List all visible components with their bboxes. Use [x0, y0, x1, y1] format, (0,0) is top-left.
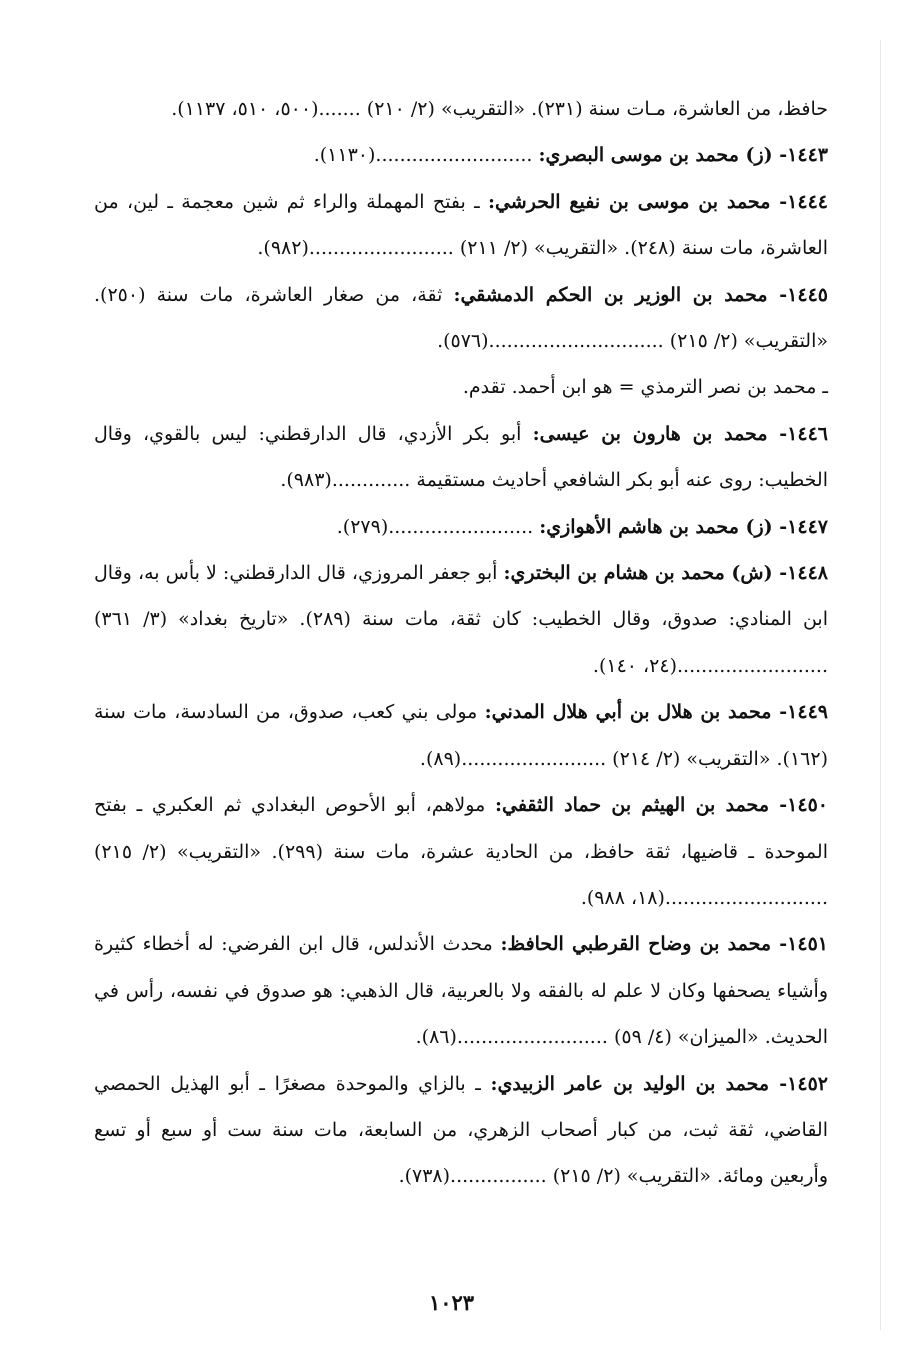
entry-name: محمد بن موسى بن نفيع الحرشي: — [487, 190, 771, 213]
entry-1450 — [94, 782, 828, 921]
entry-continuation — [94, 86, 828, 132]
entry-name: محمد بن الهيثم بن حماد الثقفي: — [494, 794, 770, 817]
entry-text: مولى بني كعب، صدوق، من السادسة، مات سنة (١٦٢). «التقريب» (٢/ ٢١٤) ........................(٨٩). — [94, 701, 828, 770]
entry-1451 — [94, 921, 828, 1060]
entry-text: حافظ، من العاشرة، مـات سنة (٢٣١). «التقريب» (٢/ ٢١٠) .......(٥٠٠، ٥١٠، ١١٣٧). — [171, 98, 828, 120]
entry-name: (ز) محمد بن موسى البصري: — [538, 144, 773, 167]
entry-name: محمد بن هارون بن عيسى: — [532, 422, 768, 445]
entry-number: ١٤٤٥- — [767, 283, 828, 306]
entry-1449 — [94, 689, 828, 782]
entry-text: ـ محمد بن نصر الترمذي = هو ابن أحمد. تقدم. — [462, 376, 828, 399]
entry-name: (ش) محمد بن هشام بن البختري: — [503, 562, 773, 585]
entry-name: (ز) محمد بن هاشم الأهوازي: — [539, 515, 773, 538]
entry-1452 — [94, 1061, 828, 1200]
entry-number: ١٤٤٩- — [771, 701, 828, 724]
entry-text: ثقة، من صغار العاشرة، مات سنة (٢٥٠). «التقريب» (٢/ ٢١٥) .............................(٥٧٦). — [94, 283, 828, 353]
entry-1444 — [94, 179, 828, 272]
page-number: ١٠٢٣ — [428, 1290, 475, 1315]
entry-number: ١٤٤٤- — [770, 190, 828, 213]
entry-name: محمد بن وضاح القرطبي الحافظ: — [500, 933, 772, 956]
entry-text: أبو جعفر المروزي، قال الدارقطني: لا بأس به، وقال ابن المنادي: صدوق، وقال الخطيب: كان ثقة، مات سنة (٢٨٩). «تاريخ بغداد» (٣/ ٣٦١) .........................(٢٤، ١٤٠). — [94, 562, 828, 677]
entry-1448 — [94, 550, 828, 689]
entry-number: ١٤٥١- — [771, 933, 828, 956]
entry-text: ........................(٢٧٩). — [336, 515, 540, 538]
entry-cross-reference — [94, 364, 828, 410]
entries-list — [94, 86, 828, 1200]
entry-text: أبو بكر الأزدي، قال الدارقطني: ليس بالقوي، وقال الخطيب: روى عنه أبو بكر الشافعي أحاديث مستقيمة .............(٩٨٣). — [94, 422, 828, 492]
entry-name: محمد بن الوزير بن الحكم الدمشقي: — [453, 283, 768, 306]
entry-1445 — [94, 272, 828, 365]
entry-name: محمد بن الوليد بن عامر الزبيدي: — [490, 1072, 770, 1095]
entry-1443 — [94, 132, 828, 178]
entry-number: ١٤٤٨- — [772, 562, 828, 585]
page-margin-edge — [880, 40, 881, 1330]
entry-text: ـ بالزاي والموحدة مصغرًا ـ أبو الهذيل الحمصي القاضي، ثقة ثبت، من كبار أصحاب الزهري، من السابعة، مات سنة ست أو سبع أو تسع وأربعين ومائة. «التقريب» (٢/ ٢١٥) ................(٧٣٨). — [94, 1072, 828, 1188]
entry-text: محدث الأندلس، قال ابن الفرضي: له أخطاء كثيرة وأشياء يصحفها وكان لا علم له بالفقه ولا بالعربية، قال الذهبي: هو صدوق في نفسه، رأس في الحديث. «الميزان» (٤/ ٥٩) .........................(٨٦). — [94, 933, 828, 1049]
entry-number: ١٤٥٢- — [769, 1072, 828, 1095]
entry-number: ١٤٥٠- — [769, 794, 828, 817]
entry-number: ١٤٤٦- — [767, 422, 828, 445]
entry-1446 — [94, 411, 828, 504]
entry-text: ..........................(١١٣٠). — [313, 144, 539, 167]
entry-number: ١٤٤٧- — [772, 515, 828, 538]
entry-name: محمد بن هلال بن أبي هلال المدني: — [484, 701, 772, 724]
entry-number: ١٤٤٣- — [772, 144, 828, 167]
entry-text: ـ بفتح المهملة والراء ثم شين معجمة ـ لين، من العاشرة، مات سنة (٢٤٨). «التقريب» (٢/ ٢١١) ........................(٩٨٢). — [94, 190, 828, 260]
entry-1447 — [94, 504, 828, 550]
entry-text: مولاهم، أبو الأحوص البغدادي ثم العكبري ـ بفتح الموحدة ـ قاضيها، ثقة حافظ، من الحادية عشرة، مات سنة (٢٩٩). «التقريب» (٢/ ٢١٥) ...........................(١٨، ٩٨٨). — [94, 794, 828, 909]
